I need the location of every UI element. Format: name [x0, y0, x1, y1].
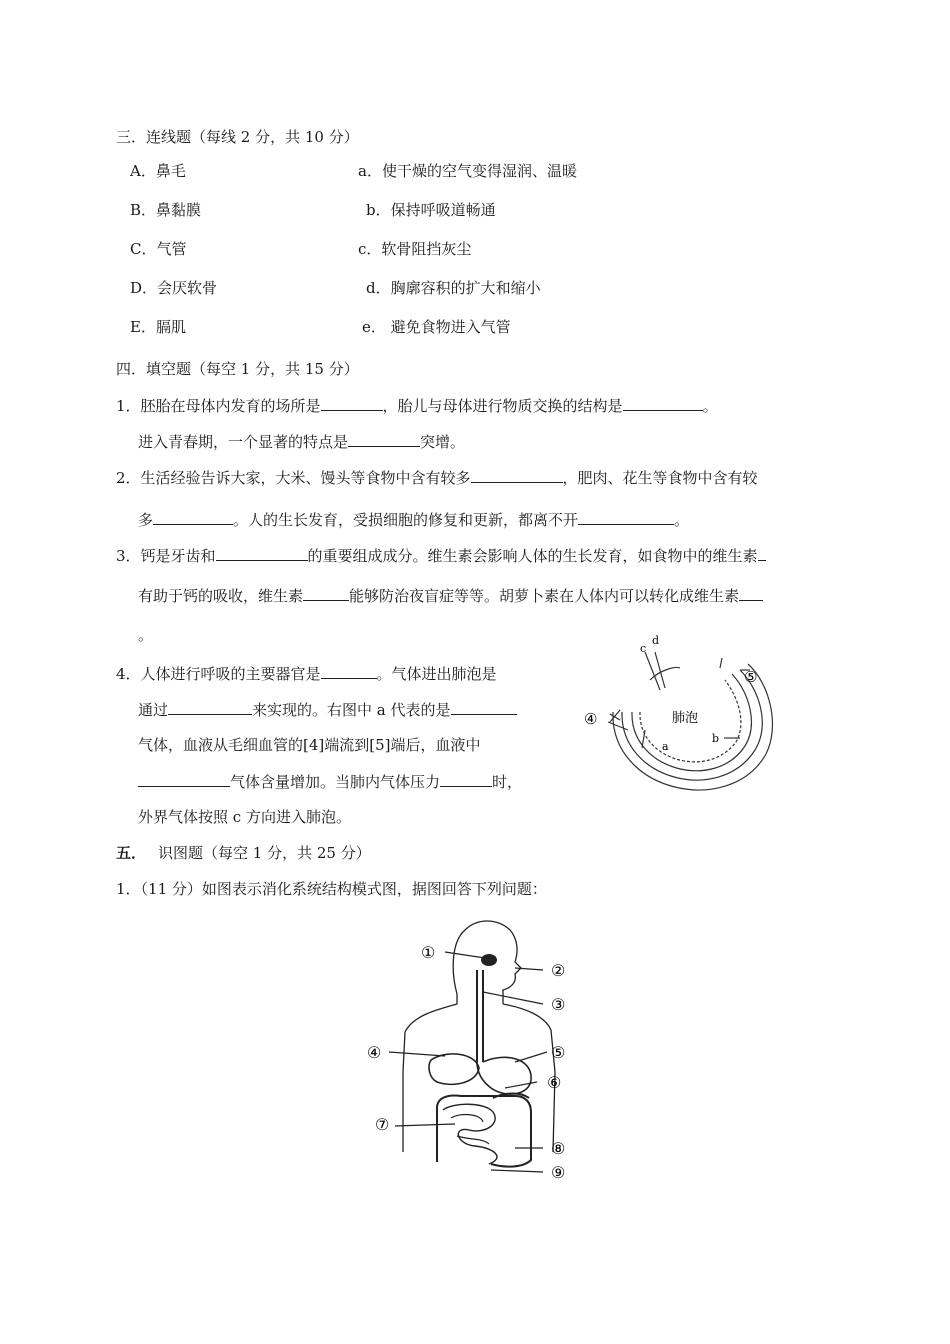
section4-title: 四．填空题（每空 1 分，共 15 分）	[116, 360, 359, 378]
marker-1: ①	[421, 943, 436, 962]
question-4-3-line3: 。	[138, 626, 154, 644]
question-4-4-line1: 4．人体进行呼吸的主要器官是 。气体进出肺泡是	[116, 665, 497, 683]
answer-blank[interactable]	[303, 586, 349, 601]
marker-6: ⑥	[547, 1073, 562, 1092]
question-4-3-line1: 3．钙是牙齿和 的重要组成成分。维生素会影响人体的生长发育，如食物中的维生素	[116, 546, 766, 565]
match-left-E: E．膈肌	[130, 318, 186, 336]
question-4-2-line1: 2．生活经验告诉大家，大米、馒头等食物中含有较多 ，肥肉、花生等食物中含有较	[116, 469, 758, 487]
question-4-1-line2: 进入青春期，一个显著的特点是 突增。	[138, 433, 466, 451]
match-right-e: e． 避免食物进入气管	[362, 318, 511, 336]
question-4-4-line5: 外界气体按照 c 方向进入肺泡。	[138, 808, 351, 826]
match-left-A: A．鼻毛	[130, 162, 186, 180]
match-right-a: a．使干燥的空气变得湿润、温暖	[358, 162, 577, 180]
answer-blank[interactable]	[451, 700, 517, 715]
question-4-4-line4: 气体含量增加。当肺内气体压力 时，	[138, 772, 522, 791]
alveolus-center-label: 肺泡	[672, 711, 699, 726]
marker-5: ⑤	[744, 668, 758, 686]
match-left-C: C．气管	[130, 240, 187, 258]
marker-7: ⑦	[375, 1115, 390, 1134]
digestive-system-diagram	[365, 912, 595, 1184]
answer-blank[interactable]	[758, 546, 766, 561]
section5-question-1: 1．（11 分）如图表示消化系统结构模式图，据图回答下列问题：	[116, 880, 547, 898]
marker-4: ④	[367, 1043, 382, 1062]
answer-blank[interactable]	[168, 700, 252, 715]
answer-blank[interactable]	[153, 510, 233, 525]
question-4-3-line2: 有助于钙的吸收，维生素 能够防治夜盲症等等。胡萝卜素在人体内可以转化成维生素	[138, 586, 763, 605]
answer-blank[interactable]	[348, 432, 420, 447]
alveolus-diagram	[580, 630, 790, 810]
label-d: d	[652, 634, 660, 647]
answer-blank[interactable]	[138, 772, 230, 787]
question-4-4-line3: 气体，血液从毛细血管的[4]端流到[5]端后，血液中	[138, 736, 481, 754]
section5-number: 五．	[116, 844, 147, 862]
marker-5: ⑤	[551, 1043, 566, 1062]
answer-blank[interactable]	[471, 468, 563, 483]
match-right-c: c．软骨阻挡灰尘	[358, 240, 472, 258]
label-c: c	[640, 642, 647, 655]
question-4-2-line2: 多 。人的生长发育，受损细胞的修复和更新，都离不开 。	[138, 511, 690, 529]
answer-blank[interactable]	[623, 396, 703, 411]
answer-blank[interactable]	[216, 546, 308, 561]
marker-2: ②	[551, 961, 566, 980]
answer-blank[interactable]	[321, 396, 383, 411]
question-4-4-line2: 通过 来实现的。右图中 a 代表的是	[138, 700, 517, 719]
answer-blank[interactable]	[739, 586, 763, 601]
answer-blank[interactable]	[440, 772, 492, 787]
match-right-b: b．保持呼吸道畅通	[366, 201, 496, 219]
label-b: b	[712, 732, 720, 745]
answer-blank[interactable]	[578, 510, 674, 525]
marker-8: ⑧	[551, 1139, 566, 1158]
match-left-D: D．会厌软骨	[130, 279, 218, 297]
label-a: a	[662, 740, 669, 753]
marker-3: ③	[551, 995, 566, 1014]
marker-9: ⑨	[551, 1163, 566, 1182]
question-4-1-line1: 1．胚胎在母体内发育的场所是 ，胎儿与母体进行物质交换的结构是 。	[116, 397, 718, 415]
section3-title: 三．连线题（每线 2 分，共 10 分）	[116, 128, 359, 146]
match-right-d: d．胸廓容积的扩大和缩小	[366, 279, 541, 297]
answer-blank[interactable]	[321, 664, 377, 679]
marker-4: ④	[584, 710, 598, 728]
section5-title: 识图题（每空 1 分，共 25 分）	[158, 844, 371, 862]
match-left-B: B．鼻黏膜	[130, 201, 202, 219]
